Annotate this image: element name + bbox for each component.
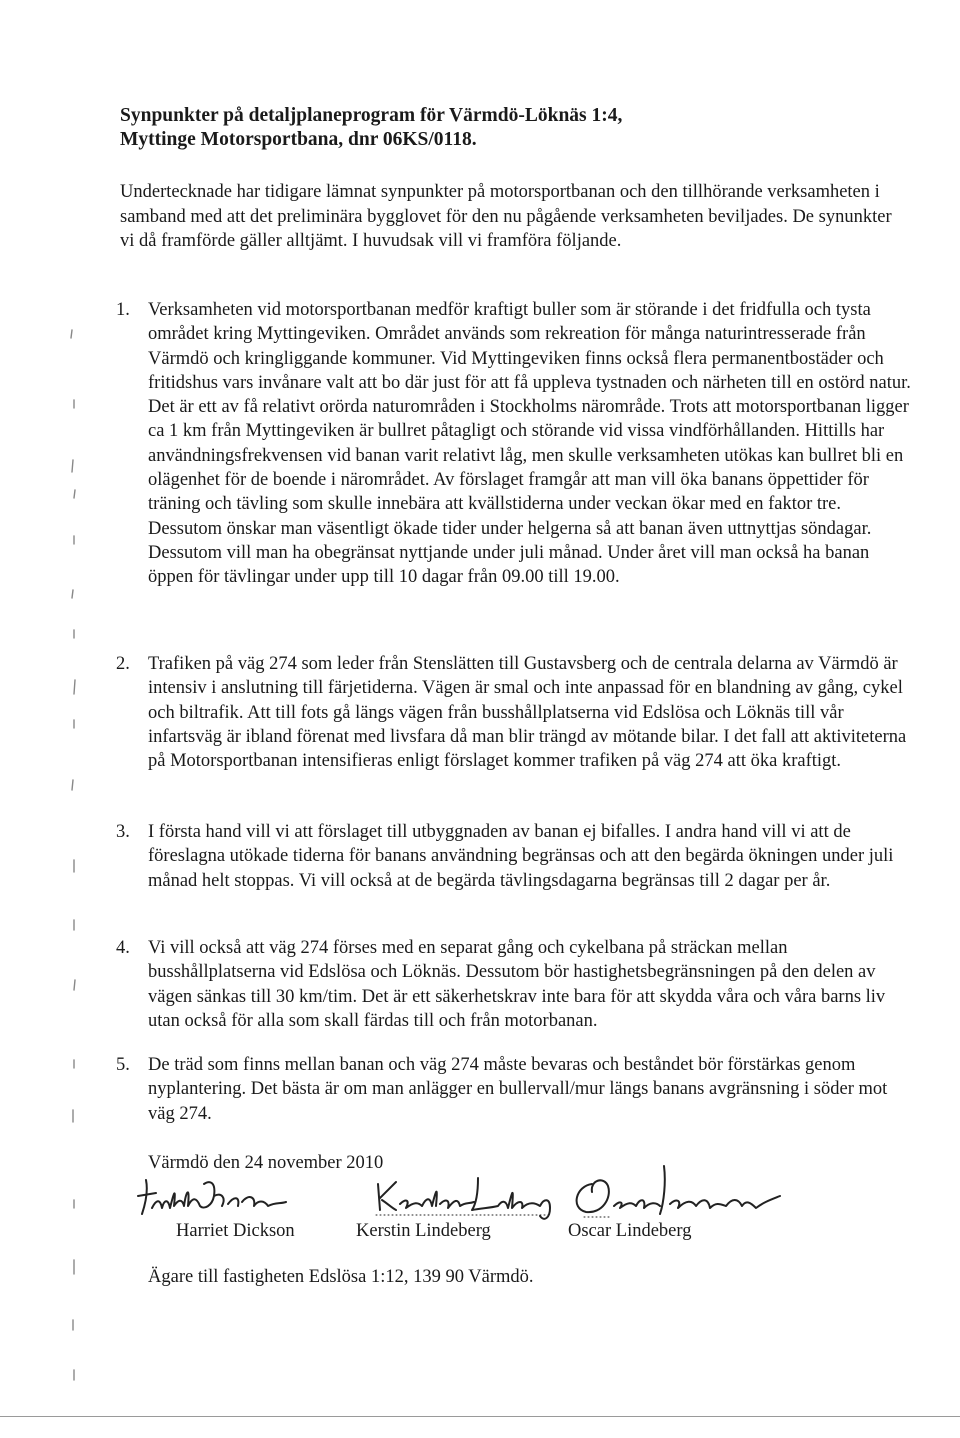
list-item-text: Verksamheten vid motorsportbanan medför kraftigt buller som är störande i det fridfulla och tysta området kring Myttingeviken. Området används som rekreation för många naturintresserade från Värmdö och kringliggande kommuner. Vid Myttingeviken finns också flera permanentbostäder och fritidshus vars invånare valt att bo där just för att få uppleva tystnaden och närheten till en ostörd natur. Det är ett av få relativt orörda naturområden i Stockholms närområde. Trots att motorsportbanan ligger ca 1 km från Myttingeviken är bullret påtagligt och störande vid vissa vindförhållanden. Hittills har användningsfrekvensen vid banan varit relativt låg, men skulle verksamheten utökas kan bullret bli en olägenhet för de boende i närområdet. Av förslaget framgår att man vill öka banans öppettider för träning och tävling som skulle innebära att kvällstiderna under veckan ökar med en faktor tre. Dessutom önskar man väsentligt ökade tider under helgerna så att banan även uttnyttjas söndagar. Dessutom vill man ha obegränsat nyttjande under juli månad. Under året vill man också ha banan öppen för tävlingar under upp till 10 dagar från 09.00 till 19.00. [148, 300, 911, 588]
list-item-number: 2. [116, 654, 130, 674]
handwritten-signatures [130, 1162, 850, 1224]
list-item-2 [116, 652, 916, 773]
scan-margin-marks [62, 300, 82, 1400]
signature-oscar-lindeberg [577, 1166, 780, 1214]
list-item-text: Vi vill också att väg 274 förses med en separat gång och cykelbana på sträckan mellan busshållplatserna vid Edslösa och Löknäs. Dessutom bör hastighetsbegränsningen på den delen av vägen sänkas till 30 km/tim. Det är ett säkerhetskrav inte bara för att skydda våra och våra barns liv utan också för alla som skall färdas till och från motorbanan. [148, 938, 886, 1031]
list-item-text: De träd som finns mellan banan och väg 274 måste bevaras och beståndet bör förstärkas genom nyplantering. Det bästa är om man anlägger en bullervall/mur längs banans avgränsning i söder mot väg 274. [148, 1055, 888, 1124]
signature-harriet-dickson [138, 1180, 286, 1214]
list-item-text: I första hand vill vi att förslaget till utbyggnaden av banan ej bifalles. I andra hand vill vi att de föreslagna utökade tiderna för banans användning begränsas och att den begärda ökningen under juli månad helt stoppas. Vi vill också at de begärda tävlingsdagarna begränsas till 2 dagar per år. [148, 822, 894, 891]
list-item-number: 1. [116, 300, 130, 320]
list-item-number: 4. [116, 938, 130, 958]
list-item-number: 3. [116, 822, 130, 842]
signer-name: Kerstin Lindeberg [356, 1221, 491, 1241]
title-line-1: Synpunkter på detaljplaneprogram för Värmdö-Löknäs 1:4, [120, 105, 623, 126]
property-owner-line: Ägare till fastigheten Edslösa 1:12, 139 90 Värmdö. [148, 1267, 534, 1287]
intro-paragraph: Undertecknade har tidigare lämnat synpunkter på motorsportbanan och den tillhörande verksamheten i samband med att det preliminära bygglovet för den nu pågående verksamheten beviljades. De synunkter vi då framförde gäller alltjämt. I huvudsak vill vi framföra följande. [120, 182, 892, 251]
signer-name: Oscar Lindeberg [568, 1221, 692, 1241]
signer-name: Harriet Dickson [176, 1221, 295, 1241]
list-item-text: Trafiken på väg 274 som leder från Stenslätten till Gustavsberg och de centrala delarna av Värmdö är intensiv i anslutning till färjetiderna. Vägen är smal och inte anpassad för en blandning av gång, cykel och biltrafik. Att till fots gå längs vägen från busshållplatserna vid Edslösa och Löknäs till vår infartsväg är ibland förenat med livsfara då man blir trängd av mötande bilar. I det fall att aktiviteterna på Motorsportbanan intensifieras enligt förslaget kommer trafiken på väg 274 att öka kraftigt. [148, 654, 907, 772]
list-item-3 [116, 820, 916, 893]
list-item-4 [116, 936, 916, 1033]
document-title [120, 104, 880, 152]
place-and-date: Värmdö den 24 november 2010 [148, 1153, 384, 1173]
title-line-2: Myttinge Motorsportbana, dnr 06KS/0118. [120, 129, 477, 150]
list-item-5 [116, 1053, 916, 1126]
bottom-divider [0, 1416, 960, 1417]
signer-names [176, 1221, 796, 1245]
list-item-1 [116, 298, 916, 590]
signature-kerstin-lindeberg [378, 1178, 550, 1219]
list-item-number: 5. [116, 1055, 130, 1075]
